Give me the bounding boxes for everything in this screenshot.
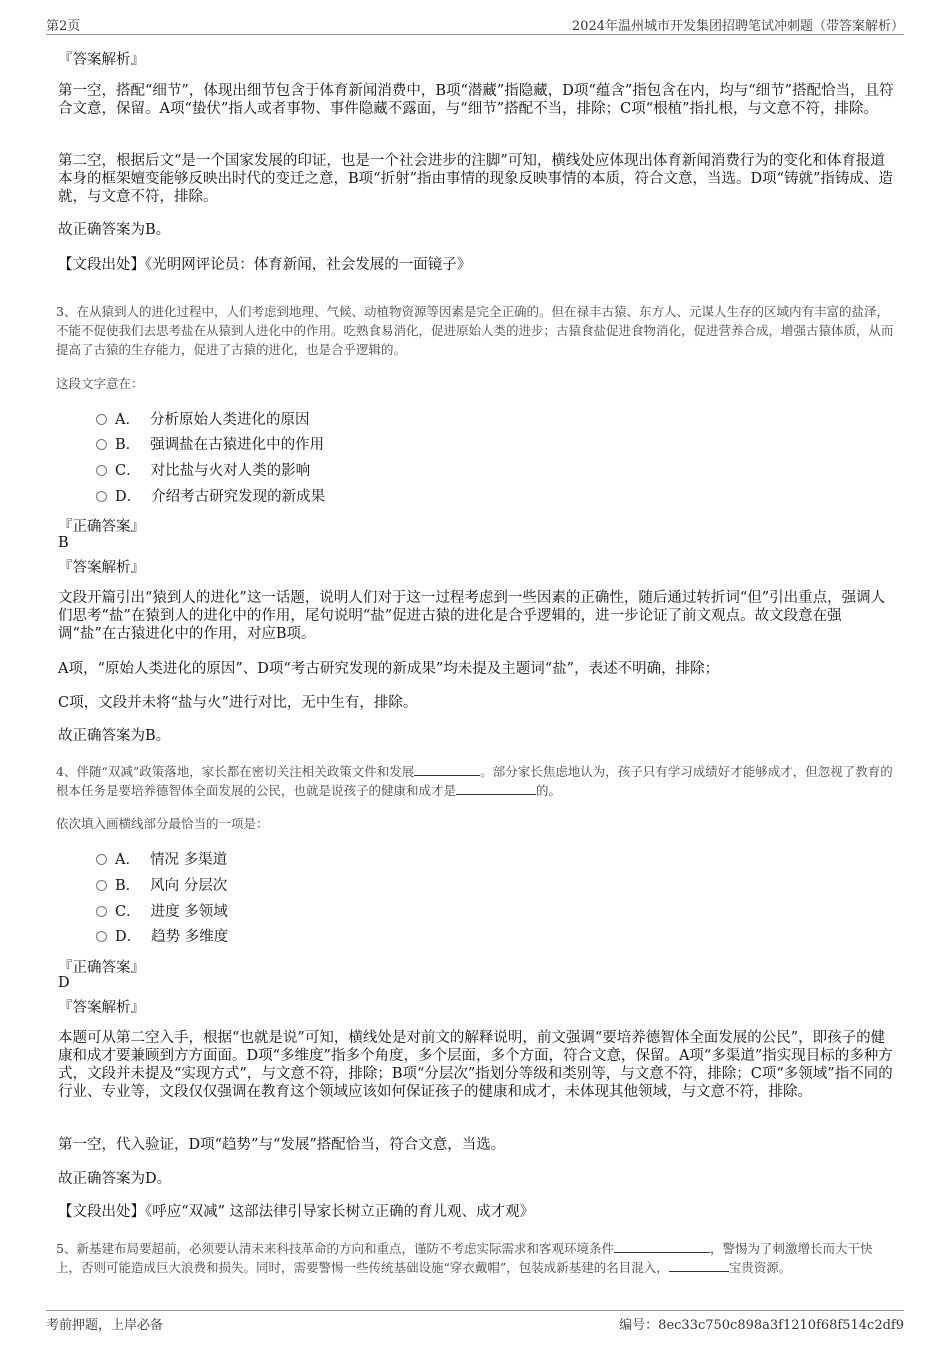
passage-source: 【文段出处】《光明网评论员：体育新闻，社会发展的一面镜子》 [58,257,472,273]
analysis-label: 『答案解析』 [58,560,145,576]
radio-icon[interactable] [96,465,107,476]
option-d[interactable]: D． 介绍考古研究发现的新成果 [96,487,325,507]
document-id: 编号：8ec33c750c898a3f1210f68f514c2df9 [619,1318,904,1333]
fill-blank [456,782,536,795]
correct-answer: D [58,975,70,991]
option-d[interactable]: D． 趋势 多维度 [96,927,228,947]
analysis-paragraph: 文段开篇引出“猿到人的进化”这一话题，说明人们对于这一过程考虑到一些因素的正确性，随后通过转折词“但”引出重点，强调人们思考“盐”在猿到人的进化中的作用，尾句说明“盐”促进古猿的进化是合乎逻辑的，进一步论证了前文观点。故文段意在强调“盐”在古猿进化中的作用，对应B项。 [58,590,886,642]
page-number: 第2页 [46,19,81,34]
question-prompt: 这段文字意在： [56,376,144,391]
option-b[interactable]: B． 强调盐在古猿进化中的作用 [96,435,324,455]
radio-icon[interactable] [96,906,107,917]
correct-answer-label: 『正确答案』 [58,519,145,535]
analysis-label: 『答案解析』 [58,52,145,68]
document-title: 2024年温州城市开发集团招聘笔试冲刺题（带答案解析） [571,19,904,34]
analysis-conclusion: 故正确答案为B。 [58,728,171,744]
radio-icon[interactable] [96,931,107,942]
page-header [46,14,904,35]
question-stem: 4、伴随“双减”政策落地，家长都在密切关注相关政策文件和发展 。部分家长焦虑地认为，孩子只有学习成绩好才能够成才，但忽视了教育的根本任务是要培养德智体全面发展的公民，也就是说孩子的健康和成才是 的。 [56,764,893,798]
fill-blank [414,763,480,776]
question-stem: 3、在从猿到人的进化过程中，人们考虑到地理、气候、动植物资源等因素是完全正确的。但在禄丰古猿、东方人、元谋人生存的区域内有丰富的盐泽，不能不促使我们去思考盐在从猿到人进化中的作用。吃熟食易消化，促进原始人类的进步；古猿食盐促进食物消化，促进营养合成，增强古猿体质，从而提高了古猿的生存能力，促进了古猿的进化，也是合乎逻辑的。 [56,304,894,357]
analysis-paragraph: 第二空，根据后文“是一个国家发展的印证，也是一个社会进步的注脚”可知，横线处应体现出体育新闻消费行为的变化和体育报道本身的框架嬗变能够反映出时代的变迁之意，B项“折射”指由事情的现象反映事情的本质，符合文意，当选。D项“铸就”指铸成、造就，与文意不符，排除。 [58,153,893,205]
fill-blank [614,1240,710,1253]
option-c[interactable]: C． 对比盐与火对人类的影响 [96,461,310,481]
footer-slogan: 考前押题，上岸必备 [46,1318,164,1333]
analysis-label: 『答案解析』 [58,1000,145,1016]
radio-icon[interactable] [96,854,107,865]
passage-source: 【文段出处】《呼应“双减” 这部法律引导家长树立正确的育儿观、成才观》 [58,1204,535,1220]
correct-answer: B [58,535,69,551]
option-c[interactable]: C． 进度 多领域 [96,902,228,922]
analysis-conclusion: 故正确答案为B。 [58,222,171,238]
analysis-paragraph: 本题可从第二空入手，根据“也就是说”可知，横线处是对前文的解释说明，前文强调“要培养德智体全面发展的公民”，即孩子的健康和成才要兼顾到方方面面。D项“多维度”指多个角度，多个层面，多个方面，符合文意，保留。A项“多渠道”指实现目标的多种方式，文段并未提及“实现方式”，与文意不符，排除；B项“分层次”指划分等级和类别等，与文意不符，排除；C项“多领域”指不同的行业、专业等，文段仅仅强调在教育这个领域应该如何保证孩子的健康和成才，未体现其他领域，与文意不符，排除。 [58,1030,893,1100]
analysis-paragraph: C项，文段并未将“盐与火”进行对比，无中生有，排除。 [58,695,418,711]
analysis-paragraph: 第一空，搭配“细节”，体现出细节包含于体育新闻消费中，B项“潜藏”指隐藏，D项“蕴含”指包含在内，均与“细节”搭配恰当，且符合文意，保留。A项“蛰伏”指人或者事物、事件隐藏不露面，与“细节”搭配不当，排除；C项“根植”指扎根，与文意不符，排除。 [58,83,894,117]
analysis-conclusion: 故正确答案为D。 [58,1171,172,1187]
radio-icon[interactable] [96,880,107,891]
question-stem: 5、新基建布局要超前，必须要认清未来科技革命的方向和重点，谨防不考虑实际需求和客观环境条件 ，警惕为了刺激增长而大干快上，否则可能造成巨大浪费和损失。同时，需要警惕一些传统基础设施“穿衣戴帽”，包装成新基建的名目混入， 宝贵资源。 [56,1241,873,1275]
page-footer [46,1310,904,1331]
fill-blank [669,1259,729,1272]
option-b[interactable]: B． 风向 分层次 [96,876,227,896]
radio-icon[interactable] [96,439,107,450]
analysis-paragraph: 第一空，代入验证，D项“趋势”与“发展”搭配恰当，符合文意，当选。 [58,1137,506,1153]
option-a[interactable]: A． 情况 多渠道 [96,850,227,870]
analysis-paragraph: A项，“原始人类进化的原因”、D项“考古研究发现的新成果”均未提及主题词“盐”，表述不明确，排除； [58,661,720,677]
radio-icon[interactable] [96,414,107,425]
correct-answer-label: 『正确答案』 [58,960,145,976]
radio-icon[interactable] [96,491,107,502]
question-prompt: 依次填入画横线部分最恰当的一项是： [56,816,269,831]
option-a[interactable]: A． 分析原始人类进化的原因 [96,410,309,430]
